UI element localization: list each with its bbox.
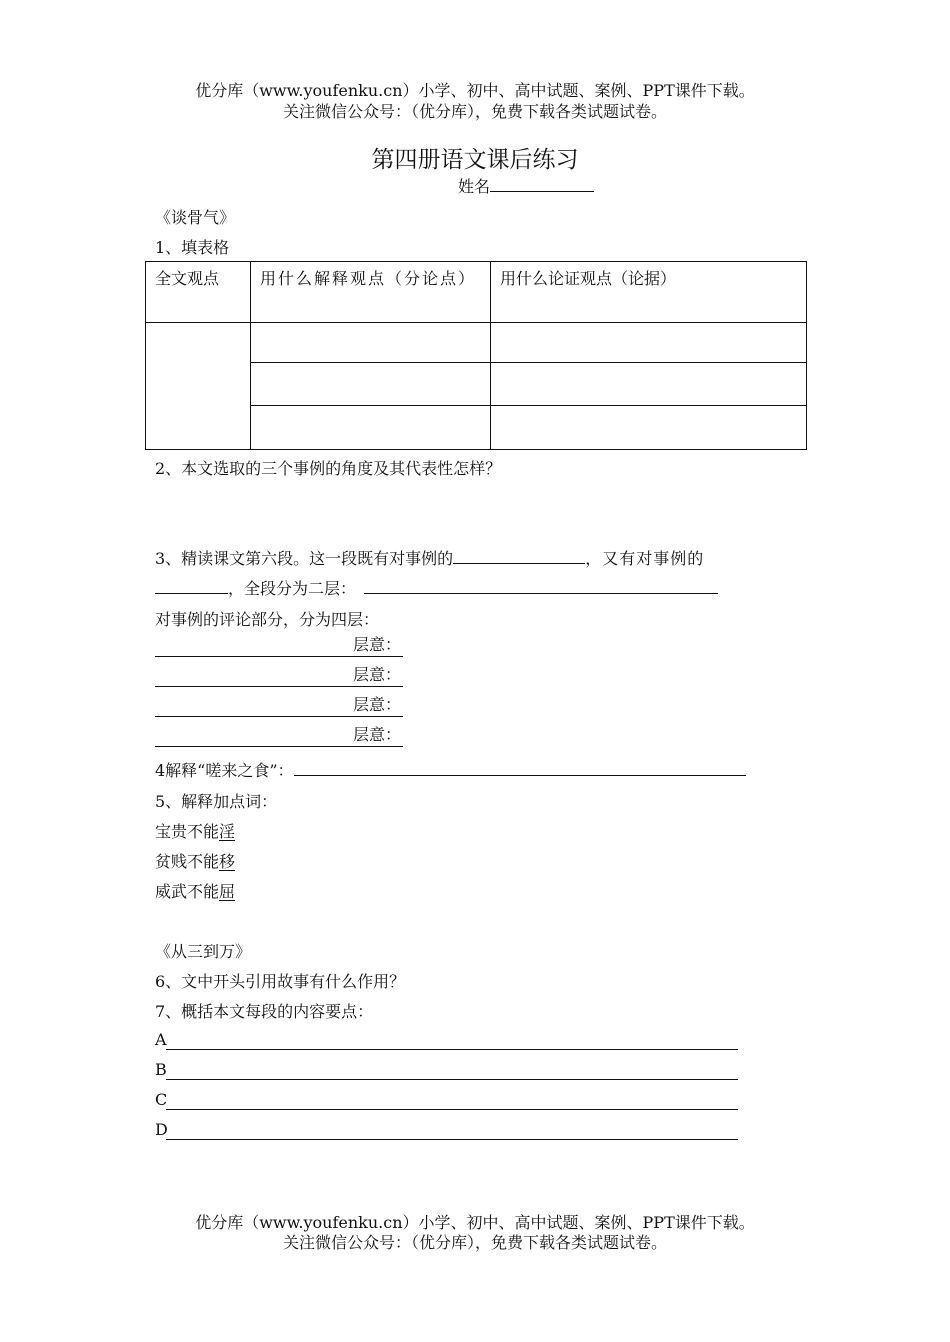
layer-blank-3[interactable]: 层意： <box>155 696 403 717</box>
option-b-label: B <box>155 1060 167 1079</box>
question-1: 1、填表格 <box>155 238 230 257</box>
section-heading-gugi: 《谈骨气》 <box>155 208 236 227</box>
table-cell-sub-point-1[interactable] <box>251 323 491 363</box>
table-cell-sub-point-2[interactable] <box>251 363 491 406</box>
footer-line-2: 关注微信公众号：（优分库），免费下载各类试题试卷。 <box>282 1233 667 1252</box>
question-3-line-1: 3、精读课文第六段。这一段既有对事例的 ，又有对事例的 <box>155 549 705 568</box>
name-label: 姓名 <box>458 177 491 196</box>
option-c-label: C <box>155 1090 168 1109</box>
name-blank[interactable] <box>490 177 594 192</box>
key-word-1: 淫 <box>219 822 236 841</box>
option-c-blank[interactable] <box>166 1108 738 1110</box>
table-header-viewpoint: 全文观点 <box>146 262 251 323</box>
question-2: 2、本文选取的三个事例的角度及其代表性怎样？ <box>155 459 502 478</box>
q3-blank-2[interactable] <box>155 579 228 594</box>
layer-blank-2[interactable]: 层意： <box>155 666 403 687</box>
table-cell-sub-point-3[interactable] <box>251 406 491 450</box>
name-field[interactable] <box>458 174 594 197</box>
key-word-3: 屈 <box>219 882 236 901</box>
fill-table <box>145 261 807 450</box>
q3-blank-1[interactable] <box>453 549 585 564</box>
question-4: 4解释“嗟来之食”： <box>155 758 746 781</box>
option-a-label: A <box>155 1030 167 1049</box>
question-3-line-3: 对事例的评论部分，分为四层： <box>155 610 380 629</box>
word-2: 贫贱不能移 <box>155 852 236 871</box>
key-word-2: 移 <box>219 852 236 871</box>
table-header-evidence: 用什么论证观点（论据） <box>491 262 807 323</box>
header-line-2: 关注微信公众号：（优分库），免费下载各类试题试卷。 <box>282 102 667 121</box>
question-6: 6、文中开头引用故事有什么作用？ <box>155 972 406 991</box>
option-d-blank[interactable] <box>166 1138 738 1140</box>
layer-blank-1[interactable]: 层意： <box>155 636 403 657</box>
table-cell-viewpoint-answer[interactable] <box>146 323 251 450</box>
word-3: 威武不能屈 <box>155 882 236 901</box>
question-5: 5、解释加点词： <box>155 792 278 811</box>
table-cell-evidence-3[interactable] <box>491 406 807 450</box>
footer-line-1: 优分库（www.youfenku.cn）小学、初中、高中试题、案例、PPT课件下载。 <box>195 1213 755 1232</box>
header-line-1: 优分库（www.youfenku.cn）小学、初中、高中试题、案例、PPT课件下载。 <box>195 81 755 100</box>
page-title: 第四册语文课后练习 <box>371 147 579 173</box>
layer-blank-4[interactable]: 层意： <box>155 726 403 747</box>
option-b-blank[interactable] <box>166 1078 738 1080</box>
table-cell-evidence-1[interactable] <box>491 323 807 363</box>
question-7: 7、概括本文每段的内容要点： <box>155 1002 374 1021</box>
word-1: 宝贵不能淫 <box>155 822 236 841</box>
question-3-line-2: ，全段分为二层： <box>155 576 718 599</box>
option-a-blank[interactable] <box>166 1048 738 1050</box>
q4-blank[interactable] <box>294 761 746 776</box>
option-d-label: D <box>155 1120 168 1139</box>
section-heading-sandaowan: 《从三到万》 <box>155 942 252 961</box>
table-header-sub-points: 用什么解释观点（分论点） <box>251 262 491 323</box>
table-cell-evidence-2[interactable] <box>491 363 807 406</box>
q3-blank-3[interactable] <box>364 579 718 594</box>
